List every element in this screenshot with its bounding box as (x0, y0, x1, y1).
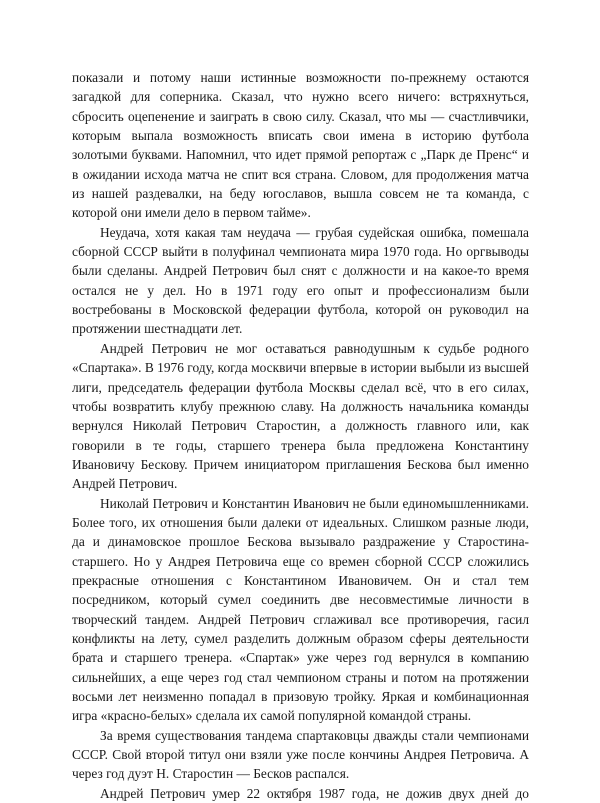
document-page (72, 68, 529, 803)
paragraph-5: За время существования тандема спартаковцы дважды стали чемпионами СССР. Свой второй титул они взяли уже после кончины Андрея Петровича. А через год дуэт Н. Старостин — Бесков распался. (72, 727, 529, 782)
paragraph-1: показали и потому наши истинные возможности по-прежнему остаются загадкой для соперника. Сказал, что нужно всего ничего: встряхнуться, сбросить оцепенение и заиграть в свою силу. Сказал, что мы — счастливчики, которым выпала возможность вписать свои имена в историю футбола золотыми буквами. Напомнил, что идет прямой репортаж с „Парк де Пренс“ и в ожидании исхода матча не спит вся страна. Словом, для продолжения матча из нашей раздевалки, на беду югославов, вышла совсем не та команда, с которой они имели дело в первом тайме». (72, 70, 529, 221)
paragraph-3: Андрей Петрович не мог оставаться равнодушным к судьбе родного «Спартака». В 1976 году, когда москвичи впервые в истории выбыли из высшей лиги, председатель федерации футбола Москвы сделал всё, что в его силах, чтобы возвратить клубу прежнюю славу. На должность начальника команды вернулся Николай Петрович Старостин, а должность главного или, как говорили в те годы, старшего тренера была предложена Константину Ивановичу Бескову. Причем инициатором приглашения Бескова был именно Андрей Петрович. (72, 340, 529, 492)
paragraph-4: Николай Петрович и Константин Иванович не были единомышленниками. Более того, их отношения были далеки от идеальных. Слишком разные люди, да и динамовское прошлое Бескова вызывало раздражение у Старостина-старшего. Но у Андрея Петровича еще со времен сборной СССР сложились прекрасные отношения с Константином Ивановичем. Он и стал тем посредником, который сумел соединить две несовместимые личности в творческий тандем. Андрей Петрович сглаживал все противоречия, гасил конфликты на лету, сумел разделить должным образом сферы деятельности брата и старшего тренера. «Спартак» уже через год вернулся в компанию сильнейших, а еще через год стал чемпионом страны и потом на протяжении восьми лет неизменно попадал в призовую тройку. Яркая и комбинационная игра «красно-белых» сделала их самой популярной командой страны. (72, 495, 529, 724)
paragraph-2: Неудача, хотя какая там неудача — грубая судейская ошибка, помешала сборной СССР выйти в полуфинал чемпионата мира 1970 года. Но оргвыводы были сделаны. Андрей Петрович был снят с должности и на какое-то время остался не у дел. Но в 1971 году его опыт и профессионализм были востребованы в Московской федерации футбола, которой он руководил на протяжении шестнадцати лет. (72, 224, 529, 337)
paragraph-6: Андрей Петрович умер 22 октября 1987 года, не дожив двух дней до (100, 785, 529, 801)
